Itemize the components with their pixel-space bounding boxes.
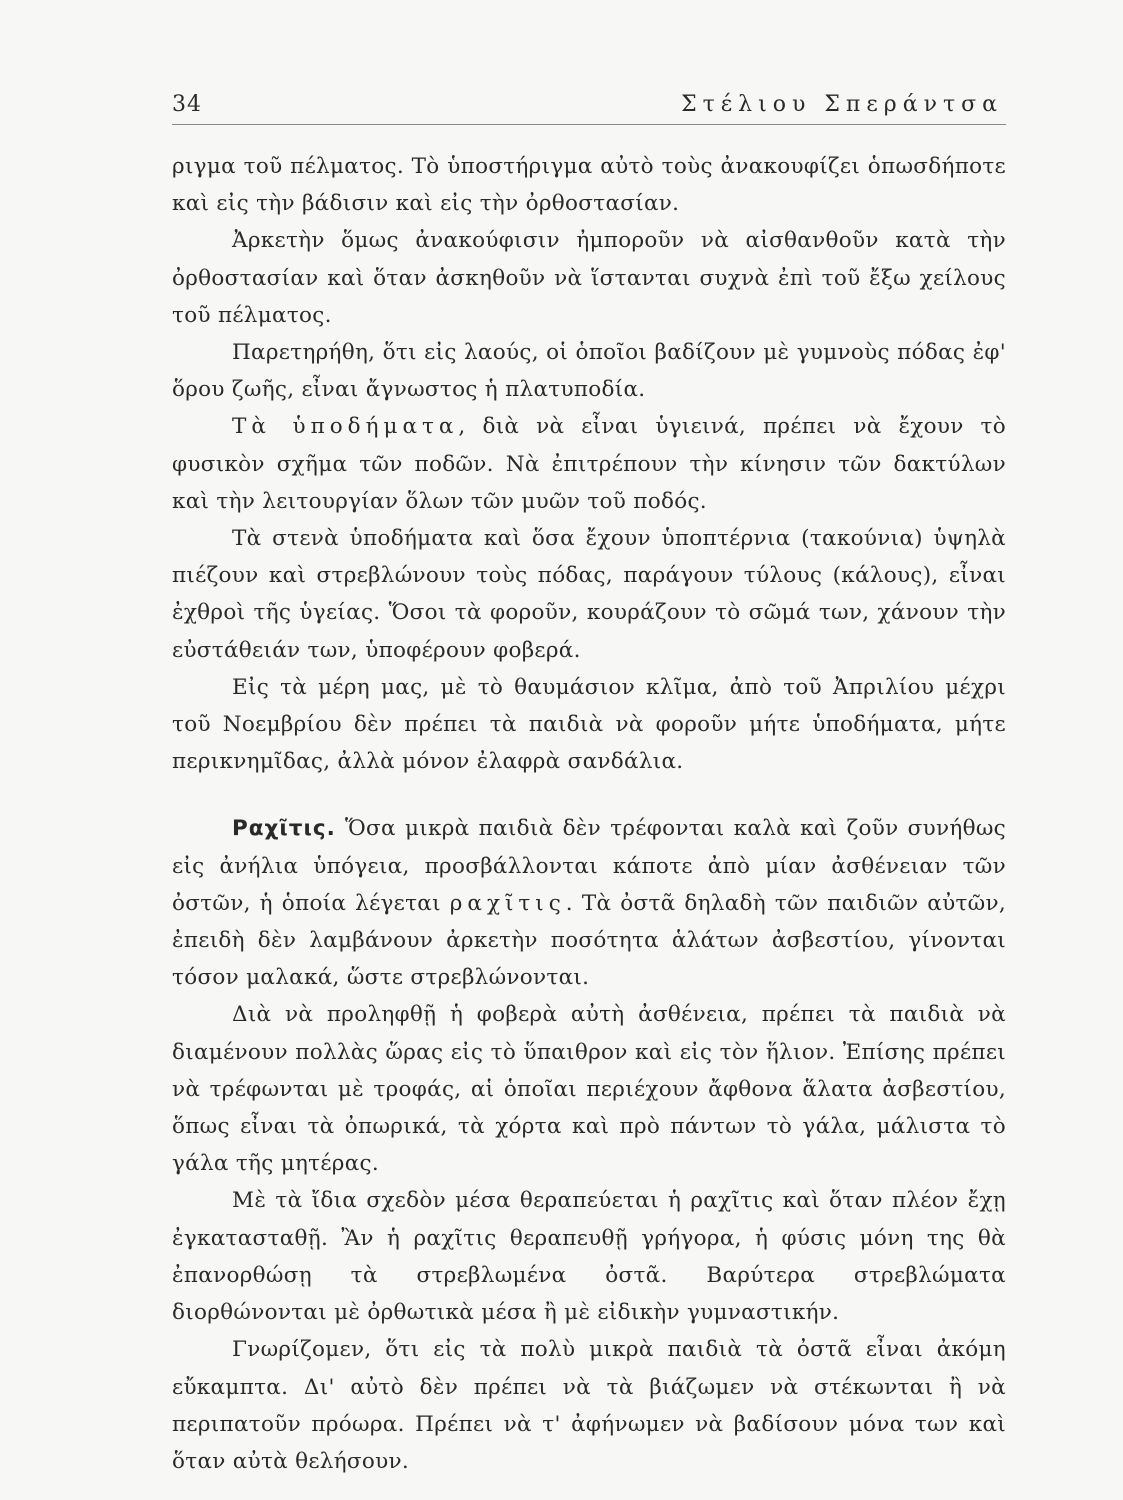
paragraph-text: . Τὰ ὀστᾶ δηλαδὴ τῶν παιδιῶν αὐτῶν, ἐπειδὴ δὲν λαμβάνουν ἀρκετὴν ποσότητα ἁλάτων ἀσβεστίου, γίνονται τόσον μαλακά, ὥστε στρεβλώνονται. (172, 890, 1007, 991)
page-number: 34 (172, 92, 202, 117)
paragraph: Διὰ νὰ προληφθῇ ἡ φοβερὰ αὐτὴ ἀσθένεια, πρέπει τὰ παιδιὰ νὰ διαμένουν πολλὰς ὥρας εἰς τὸ ὕπαιθρον καὶ εἰς τὸν ἥλιον. Ἐπίσης πρέπει νὰ τρέφωνται μὲ τροφάς, αἱ ὁποῖαι περιέχουν ἄφθονα ἅλατα ἀσβεστίου, ὅπως εἶναι τὰ ὀπωρικά, τὰ χόρτα καὶ πρὸ πάντων τὸ γάλα, μάλιστα τὸ γάλα τῆς μητέρας. (172, 1002, 1006, 1177)
paragraph: Γνωρίζομεν, ὅτι εἰς τὰ πολὺ μικρὰ παιδιὰ τὰ ὀστᾶ εἶναι ἀκόμη εὔκαμπτα. Δι' αὐτὸ δὲν πρέπει νὰ τὰ βιάζωμεν νὰ στέκωνται ἢ νὰ περιπατοῦν πρόωρα. Πρέπει νὰ τ' ἀφήνωμεν νὰ βαδίσουν μόνα των καὶ ὅταν αὐτὰ θελήσουν. (172, 1337, 1006, 1474)
paragraph-text: , διὰ νὰ εἶναι ὑγιεινά, πρέπει νὰ ἔχουν τὸ φυσικὸν σχῆμα τῶν ποδῶν. Νὰ ἐπιτρέπουν τὴν κίνησιν τῶν δακτύλων καὶ τὴν λειτουργίαν ὅλων τῶν μυῶν τοῦ ποδός. (172, 414, 1006, 514)
page-header (172, 92, 1003, 122)
paragraph: Τὰ στενὰ ὑποδήματα καὶ ὅσα ἔχουν ὑποπτέρνια (τακούνια) ὑψηλὰ πιέζουν καὶ στρεβλώνουν τοὺς πόδας, παράγουν τύλους (κάλους), εἶναι ἐχθροὶ τῆς ὑγείας. Ὅσοι τὰ φοροῦν, κουράζουν τὸ σῶμά των, χάνουν τὴν εὐστάθειάν των, ὑποφέρουν φοβερά. (172, 526, 1006, 663)
paragraph-continued: ριγμα τοῦ πέλματος. Τὸ ὑποστήριγμα αὐτὸ τοὺς ἀνακουφίζει ὁπωσδήποτε καὶ εἰς τὴν βάδισιν καὶ εἰς τὴν ὀρθοστασίαν. (172, 154, 1006, 217)
paragraph-text: Ὅσα μικρὰ παιδιὰ δὲν τρέφονται καλὰ καὶ ζοῦν συνήθως εἰς ἀνήλια ὑπόγεια, προσβάλλονται κάποτε ἀπὸ μίαν ἀσθένειαν τῶν ὀστῶν, ἡ ὁποία λέγεται (172, 816, 1006, 916)
paragraph: Εἰς τὰ μέρη μας, μὲ τὸ θαυμάσιον κλῖμα, ἀπὸ τοῦ Ἀπριλίου μέχρι τοῦ Νοεμβρίου δὲν πρέπει τὰ παιδιὰ νὰ φοροῦν μήτε ὑποδήματα, μήτε περικνημῖδας, ἀλλὰ μόνον ἐλαφρὰ σανδάλια. (172, 674, 1006, 775)
running-title: Στέλιου Σπεράντσα (681, 92, 1003, 117)
paragraph-shoes (172, 408, 1006, 520)
page-body (172, 148, 1006, 1480)
paragraph: Μὲ τὰ ἴδια σχεδὸν μέσα θεραπεύεται ἡ ραχῖτις καὶ ὅταν πλέον ἔχῃ ἐγκατασταθῇ. Ἂν ἡ ραχῖτις θεραπευθῇ γρήγορα, ἡ φύσις μόνη της θὰ ἐπανορθώσῃ τὰ στρεβλωμένα ὀστᾶ. Βαρύτερα στρεβλώματα διορθώνονται μὲ ὀρθωτικὰ μέσα ἢ μὲ εἰδικὴν γυμναστικήν. (172, 1188, 1006, 1326)
spaced-term: Τὰ ὑποδήματα (232, 414, 459, 440)
paragraph: Παρετηρήθη, ὅτι εἰς λαούς, οἱ ὁποῖοι βαδίζουν μὲ γυμνοὺς πόδας ἐφ' ὅρου ζωῆς, εἶναι ἄγνωστος ἡ πλατυποδία. (172, 340, 1006, 403)
section-heading: Ραχῖτις. (232, 816, 336, 842)
paragraph: Ἀρκετὴν ὅμως ἀνακούφισιν ἠμποροῦν νὰ αἰσθανθοῦν κατὰ τὴν ὀρθοστασίαν καὶ ὅταν ἀσκηθοῦν νὰ ἵστανται συχνὰ ἐπὶ τοῦ ἔξω χείλους τοῦ πέλματος. (172, 228, 1006, 328)
header-rule (172, 124, 1006, 125)
paragraph-rachitis (172, 810, 1006, 996)
spaced-term: ραχῖτις (449, 890, 566, 916)
